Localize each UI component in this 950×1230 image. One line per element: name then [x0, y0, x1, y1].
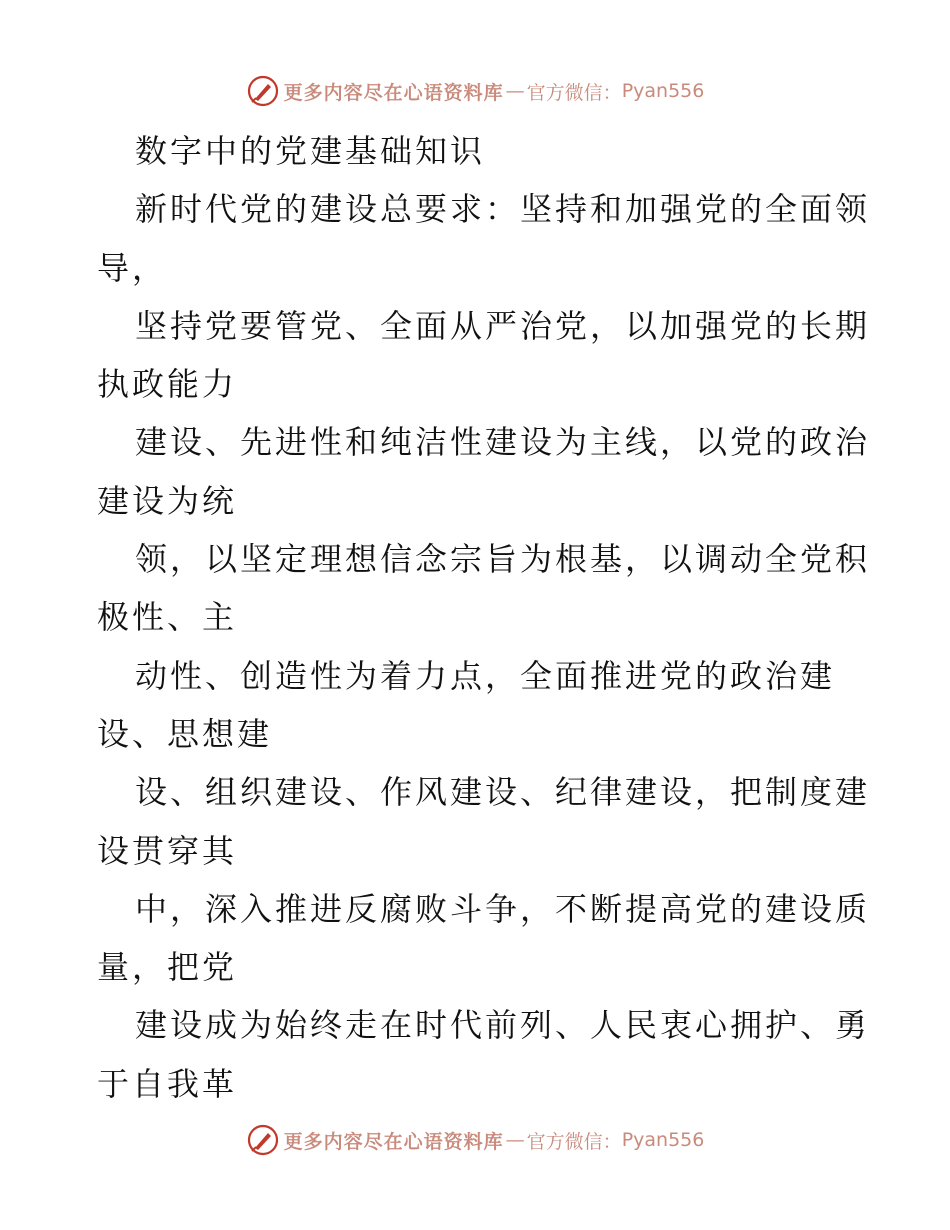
- text-line: 于自我革: [97, 1064, 238, 1103]
- banner-wechat-id: Pyan556: [621, 80, 705, 102]
- banner-wechat-label: 官方微信：: [526, 81, 622, 104]
- text-line: 领，以坚定理想信念宗旨为根基，以调动全党积: [135, 540, 871, 579]
- text-line: 设、组织建设、作风建设、纪律建设，把制度建: [135, 773, 871, 812]
- text-line: 坚持党要管党、全面从严治党，以加强党的长期: [135, 306, 871, 345]
- text-line: 新时代党的建设总要求：坚持和加强党的全面领: [135, 190, 871, 229]
- text-line: 极性、主: [97, 598, 238, 637]
- text-line: 建设为统: [97, 481, 238, 520]
- banner-text: 更多内容尽在心语资料库: [283, 81, 504, 104]
- text-line: 执政能力: [97, 365, 238, 404]
- banner-separator: —: [505, 1129, 525, 1151]
- document-title: 数字中的党建基础知识: [135, 132, 486, 170]
- text-line: 设贯穿其: [97, 831, 238, 870]
- text-line: 中，深入推进反腐败斗争，不断提高党的建设质: [135, 889, 871, 928]
- banner-wechat-id: Pyan556: [621, 1129, 705, 1151]
- text-line: 动性、创造性为着力点，全面推进党的政治建: [135, 656, 836, 695]
- text-line: 量，把党: [97, 948, 238, 987]
- banner-wechat-label: 官方微信：: [526, 1130, 622, 1153]
- banner-separator: —: [505, 80, 525, 102]
- footer-watermark-banner: [0, 1120, 950, 1160]
- pen-logo-icon: [246, 74, 280, 108]
- document-body: [97, 122, 871, 1113]
- text-line: 设、思想建: [97, 714, 273, 753]
- banner-text: 更多内容尽在心语资料库: [283, 1130, 504, 1153]
- text-line: 建设成为始终走在时代前列、人民衷心拥护、勇: [135, 1006, 871, 1045]
- text-line: 导，: [97, 248, 168, 287]
- header-watermark-banner: [0, 71, 950, 111]
- text-line: 建设、先进性和纯洁性建设为主线，以党的政治: [135, 423, 871, 462]
- pen-logo-icon: [246, 1123, 280, 1157]
